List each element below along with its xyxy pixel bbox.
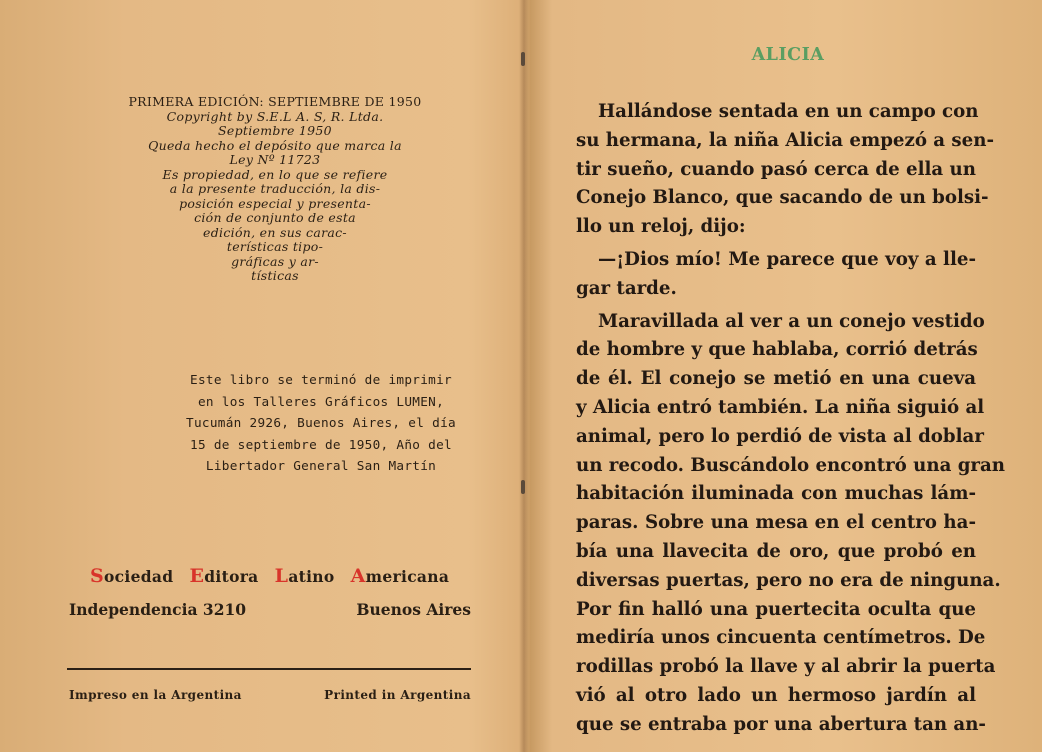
story-line: Hallándose sentada en un campo con [598,101,979,122]
colophon-line: a la presente traducción, la dis- [169,181,381,196]
story-line: de hombre y que hablaba, corrió detrás [576,339,978,361]
printer-note-line: 15 de septiembre de 1950, Año del [190,436,452,452]
colophon-line: ción de conjunto de esta [194,210,356,225]
colophon-line: Ley Nº 11723 [229,152,321,167]
story-line: mediría unos cincuenta centímetros. De [576,627,986,649]
colophon-line: terísticas tipo- [226,239,324,254]
colophon-line: PRIMERA EDICIÓN: SEPTIEMBRE DE 1950 [128,94,422,109]
address-street: Independencia 3210 [69,600,247,619]
colophon-line: Es propiedad, en lo que se refiere [162,166,388,182]
story-line: diversas puertas, pero no era de ninguna. [576,569,1001,591]
publisher-word-rest: atino [288,567,335,586]
story-line: su hermana, la niña Alicia empezó a sen- [576,129,994,151]
story-line: paras. Sobre una mesa en el centro ha- [576,512,976,534]
copyright-notice [100,95,450,284]
publisher-initial: A [350,565,366,587]
story-line: Maravillada al ver a un conejo vestido [598,310,985,332]
story-line: que se entraba por una abertura tan an- [576,713,986,735]
divider-rule [67,668,471,670]
story-line: de él. El conejo se metió en una cueva [576,368,976,390]
story-line: rodillas probó la llave y al abrir la puerta [576,656,996,678]
publisher-name [90,565,470,587]
imprint-english: Printed in Argentina [324,688,471,702]
colophon-line: Septiembre 1950 [218,123,332,138]
printer-note-line: Tucumán 2926, Buenos Aires, el día [186,415,456,430]
story-line: y Alicia entró también. La niña siguió al [576,396,985,418]
printer-note [170,369,472,477]
story-line: animal, pero lo perdió de vista al doblar [576,425,984,447]
publisher-word-rest: ditora [204,567,259,586]
running-head: ALICIA [751,45,825,65]
publisher-initial: E [189,565,205,587]
story-line: un recodo. Buscándolo encontró una gran [576,454,1006,476]
story-text [576,98,1006,740]
publisher-initial: S [90,565,105,587]
colophon-line: gráficas y ar- [231,253,319,269]
story-line: Por fin halló una puertecita oculta que [576,598,976,620]
colophon-line: Queda hecho el depósito que marca la [148,137,402,153]
colophon-line: posición especial y presenta- [179,195,371,211]
colophon-line: tísticas [251,268,299,283]
right-page [528,0,1042,752]
story-line: Conejo Blanco, que sacando de un bolsi- [576,187,989,209]
publisher-word-rest: ociedad [104,567,174,586]
colophon-line: edición, en sus carac- [203,224,347,240]
publisher-word [351,567,450,586]
story-line: habitación iluminada con muchas lám- [576,483,976,505]
story-line: vió al otro lado un hermoso jardín al [576,684,976,706]
publisher-word-rest: mericana [365,567,450,586]
story-line: tir sueño, cuando pasó cerca de ella un [576,158,976,180]
story-line: gar tarde. [576,277,677,299]
story-line: llo un reloj, dijo: [576,216,746,238]
printer-note-line: en los Talleres Gráficos LUMEN, [197,393,445,409]
printer-note-line: Libertador General San Martín [205,458,437,473]
publisher-initial: L [274,565,289,587]
address-city: Buenos Aires [356,600,471,619]
story-line: —¡Dios mío! Me parece que voy a lle- [598,248,976,270]
publisher-word [90,567,173,586]
imprint-spanish: Impreso en la Argentina [69,688,242,702]
colophon-line: Copyright by S.E.L A. S, R. Ltda. [166,108,384,124]
publisher-word [275,567,335,586]
printer-note-line: Este libro se terminó de imprimir [190,372,452,387]
publisher-word [190,567,259,586]
story-line: bía una llavecita de oro, que probó en [576,540,976,562]
